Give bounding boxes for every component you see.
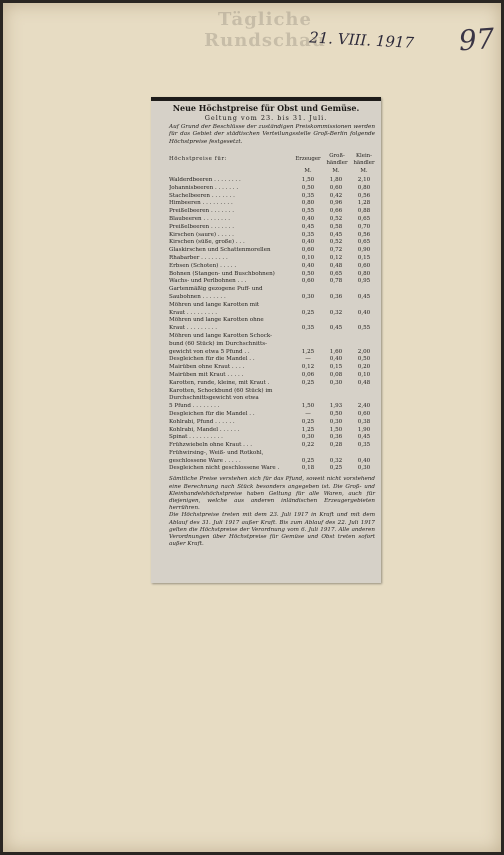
retail-price: 0,35 [357,442,371,449]
producer-price: 0,40 [301,215,315,222]
producer-price: 0,30 [301,293,315,300]
row-label: bund (60 Stück) im Durchschnitts- [169,340,268,347]
wholesale-price: 0,48 [329,262,343,269]
producer-price: 0,40 [301,262,315,269]
table-row [169,411,375,419]
wholesale-price: 0,32 [329,457,343,464]
table-row [169,310,375,318]
price-table [169,177,375,473]
wholesale-price: 0,52 [329,215,343,222]
retail-price: 0,60 [357,410,371,417]
wholesale-price: 1,93 [329,403,343,410]
row-label: Gartenmäßig gezogene Puff- und [169,286,263,293]
retail-price: 0,10 [357,371,371,378]
row-label: Desgleichen für die Mandel . . [169,410,255,417]
table-row [169,286,375,294]
row-label: Mairüben mit Kraut . . . . . [169,371,244,378]
table-row [169,380,375,388]
table-row [169,333,375,341]
row-label: Karotten, Schockbund (60 Stück) im [169,387,273,394]
table-row [169,224,375,232]
table-row [169,364,375,372]
producer-price: 0,22 [301,442,315,449]
table-row [169,232,375,240]
retail-price: 0,50 [357,356,371,363]
row-label: Erbsen (Schoten) . . . . . [169,262,237,269]
wholesale-price: 1,60 [329,348,343,355]
row-label: Desgleichen nicht geschlossene Ware . [169,465,280,472]
wholesale-price: 0,58 [329,223,343,230]
header-label-column: Höchstpreise für: [169,156,228,162]
table-row [169,458,375,466]
table-row [169,434,375,442]
table-row [169,419,375,427]
folio-number: 97 [457,21,496,58]
header-wholesale: Groß-händler [326,153,348,166]
producer-price: 0,18 [301,465,315,472]
retail-price: 0,30 [357,465,371,472]
table-row [169,177,375,185]
retail-price: 0,38 [357,418,371,425]
retail-price: 2,10 [357,177,371,183]
wholesale-price: 0,30 [329,418,343,425]
producer-price: 0,50 [301,270,315,277]
table-row [169,278,375,286]
wholesale-price: 0,08 [329,371,343,378]
retail-price: 0,80 [357,270,371,277]
wholesale-price: 0,32 [329,309,343,316]
table-row [169,349,375,357]
retail-price: 0,40 [357,309,371,316]
producer-price: 0,55 [301,208,315,215]
table-row [169,325,375,333]
producer-price: 1,50 [301,403,315,410]
table-row [169,465,375,473]
table-row [169,403,375,411]
table-row [169,388,375,396]
wholesale-price: 0,36 [329,434,343,441]
table-row [169,356,375,364]
row-label: Kirschen (süße, große) . . . [169,239,245,246]
row-label: geschlossene Ware . . . . . [169,457,241,464]
retail-price: 0,56 [357,192,371,199]
note-pricing-basis: Sämtliche Preise verstehen sich für das Pfund, soweit nicht vorstehend eine Berechnung nach Stück besonders angegeben ist. Die Groß- und Kleinhandelshöchstpreise haben Geltung für alle Waren, auch für diejenigen, welche aus anderen inländischen Erzeugergebieten herrühren. [169,476,375,512]
table-row [169,450,375,458]
table-row [169,216,375,224]
table-row [169,255,375,263]
validity-period: Geltung vom 23. bis 31. Juli. [204,114,328,122]
table-row [169,317,375,325]
retail-price: 0,65 [357,215,371,222]
row-label: Durchschnittsgewicht von etwa [169,395,259,402]
row-label: 5 Pfund . . . . . . . . [169,403,220,410]
producer-price: — [305,410,311,417]
producer-price: 0,25 [301,379,315,386]
producer-price: 0,60 [301,247,315,254]
producer-price: 0,25 [301,418,315,425]
table-row [169,185,375,193]
producer-price: 0,50 [301,184,315,191]
producer-price: 1,25 [301,426,315,433]
handwritten-date: 21. VIII. 1917 [308,28,415,52]
retail-price: 1,90 [357,426,371,433]
row-label: Walderdbeeren . . . . . . . . [169,177,241,183]
producer-price: 0,40 [301,239,315,246]
row-label: Möhren und lange Karotten ohne [169,317,264,324]
table-row [169,271,375,279]
producer-price: 0,35 [301,325,315,332]
retail-price: 0,56 [357,231,371,238]
unit-producer: M. [304,168,312,174]
row-label: Stachelbeeren . . . . . . . [169,192,235,199]
row-label: Rhabarber . . . . . . . . [169,254,228,261]
row-label: Kirschen (saure) . . . . . [169,231,234,238]
retail-price: 0,95 [357,278,371,285]
wholesale-price: 0,45 [329,325,343,332]
retail-price: 0,70 [357,223,371,230]
row-label: Glaskirschen und Schattenmorellen [169,247,271,254]
wholesale-price: 0,66 [329,208,343,215]
retail-price: 0,80 [357,184,371,191]
table-row [169,200,375,208]
ghost-newspaper-heading: Tägliche Rundschau [204,9,326,51]
wholesale-price: 0,36 [329,293,343,300]
row-label: Spinat . . . . . . . . . . [169,434,223,441]
producer-price: 0,06 [301,371,315,378]
producer-price: 0,30 [301,434,315,441]
producer-price: 1,25 [301,348,315,355]
header-retail: Klein-händler [353,153,375,166]
producer-price: 0,10 [301,254,315,261]
wholesale-price: 0,30 [329,379,343,386]
retail-price: 0,45 [357,293,371,300]
producer-price: 0,12 [301,364,315,371]
producer-price: — [305,356,311,363]
retail-price: 0,65 [357,239,371,246]
table-row [169,247,375,255]
retail-price: 2,40 [357,403,371,410]
unit-wholesale: M. [332,168,340,174]
retail-price: 0,88 [357,208,371,215]
producer-price: 0,35 [301,192,315,199]
row-label: Wachs- und Perlbohnen . . . [169,278,247,285]
row-label: Möhren und lange Karotten Schock- [169,332,273,339]
row-label: Desgleichen für die Mandel . . [169,356,255,363]
producer-price: 1,50 [301,177,315,183]
producer-price: 0,25 [301,309,315,316]
table-row [169,442,375,450]
wholesale-price: 0,78 [329,278,343,285]
wholesale-price: 0,25 [329,465,343,472]
wholesale-price: 0,12 [329,254,343,261]
intro-paragraph: Auf Grund der Beschlüsse der zuständigen Preiskommissionen werden für das Gebiet der städtischen Verteilungsstelle Groß-Berlin folgende Höchstpreise festgesetzt. [169,124,375,145]
retail-price: 0,90 [357,247,371,254]
row-label: Frühzwiebeln ohne Kraut . . . [169,442,253,449]
row-label: Himbeeren . . . . . . . . . [169,200,233,207]
table-row [169,263,375,271]
retail-price: 1,28 [357,200,371,207]
producer-price: 0,80 [301,200,315,207]
row-label: Kohlrabi, Pfund . . . . . . [169,418,235,425]
producer-price: 0,60 [301,278,315,285]
retail-price: 2,00 [357,348,371,355]
unit-retail: M. [360,168,368,174]
retail-price: 0,15 [357,254,371,261]
table-row [169,294,375,302]
row-label: Kraut . . . . . . . . . [169,325,218,332]
wholesale-price: 0,45 [329,231,343,238]
row-label: Preißelbeeren . . . . . . . [169,223,235,230]
row-label: Saubohnen . . . . . . . [169,293,226,300]
retail-price: 0,55 [357,325,371,332]
retail-price: 0,45 [357,434,371,441]
wholesale-price: 0,52 [329,239,343,246]
table-row [169,427,375,435]
retail-price: 0,60 [357,262,371,269]
wholesale-price: 0,60 [329,184,343,191]
price-table-header [169,153,375,177]
wholesale-price: 0,15 [329,364,343,371]
clipping-top-edge [151,97,381,101]
wholesale-price: 0,28 [329,442,343,449]
retail-price: 0,48 [357,379,371,386]
retail-price: 0,20 [357,364,371,371]
row-label: Johannisbeeren . . . . . . . [169,184,239,191]
row-label: Bohnen (Stangen- und Buschbohnen) [169,270,275,277]
table-row [169,395,375,403]
wholesale-price: 0,40 [329,356,343,363]
row-label: Blaubeeren . . . . . . . . [169,215,231,222]
wholesale-price: 1,50 [329,426,343,433]
header-producer: Erzeuger [295,156,321,162]
wholesale-price: 0,72 [329,247,343,254]
producer-price: 0,25 [301,457,315,464]
row-label: Möhren und lange Karotten mit [169,301,260,308]
row-label: Mairüben ohne Kraut . . . . [169,364,245,371]
archive-sheet [3,3,501,852]
wholesale-price: 0,42 [329,192,343,199]
row-label: Kraut . . . . . . . . . [169,309,218,316]
table-row [169,239,375,247]
row-label: gewicht von etwa 5 Pfund . . [169,348,250,355]
table-row [169,372,375,380]
retail-price: 0,40 [357,457,371,464]
row-label: Kohlrabi, Mandel . . . . . . [169,426,240,433]
wholesale-price: 0,65 [329,270,343,277]
table-row [169,193,375,201]
wholesale-price: 0,96 [329,200,343,207]
note-validity: Die Höchstpreise treten mit dem 23. Juli 1917 in Kraft und mit dem Ablauf des 31. Juli 1917 außer Kraft. Bis zum Ablauf des 22. Juli 1917 gelten die Höchstpreise der Verordnung vom 6. Juli 1917. Alle anderen Verordnungen über Höchstpreise für Gemüse und Obst treten sofort außer Kraft. [169,512,375,548]
row-label: Preißelbeeren . . . . . . . [169,208,235,215]
table-row [169,302,375,310]
wholesale-price: 0,50 [329,410,343,417]
row-label: Frühwirsing-, Weiß- und Rotkohl, [169,449,264,456]
table-row [169,208,375,216]
producer-price: 0,35 [301,231,315,238]
newspaper-clipping [151,97,381,583]
wholesale-price: 1,80 [329,177,343,183]
row-label: Karotten, runde, kleine, mit Kraut . [169,379,270,386]
producer-price: 0,45 [301,223,315,230]
clipping-title: Neue Höchstpreise für Obst und Gemüse. [172,103,360,113]
table-row [169,341,375,349]
